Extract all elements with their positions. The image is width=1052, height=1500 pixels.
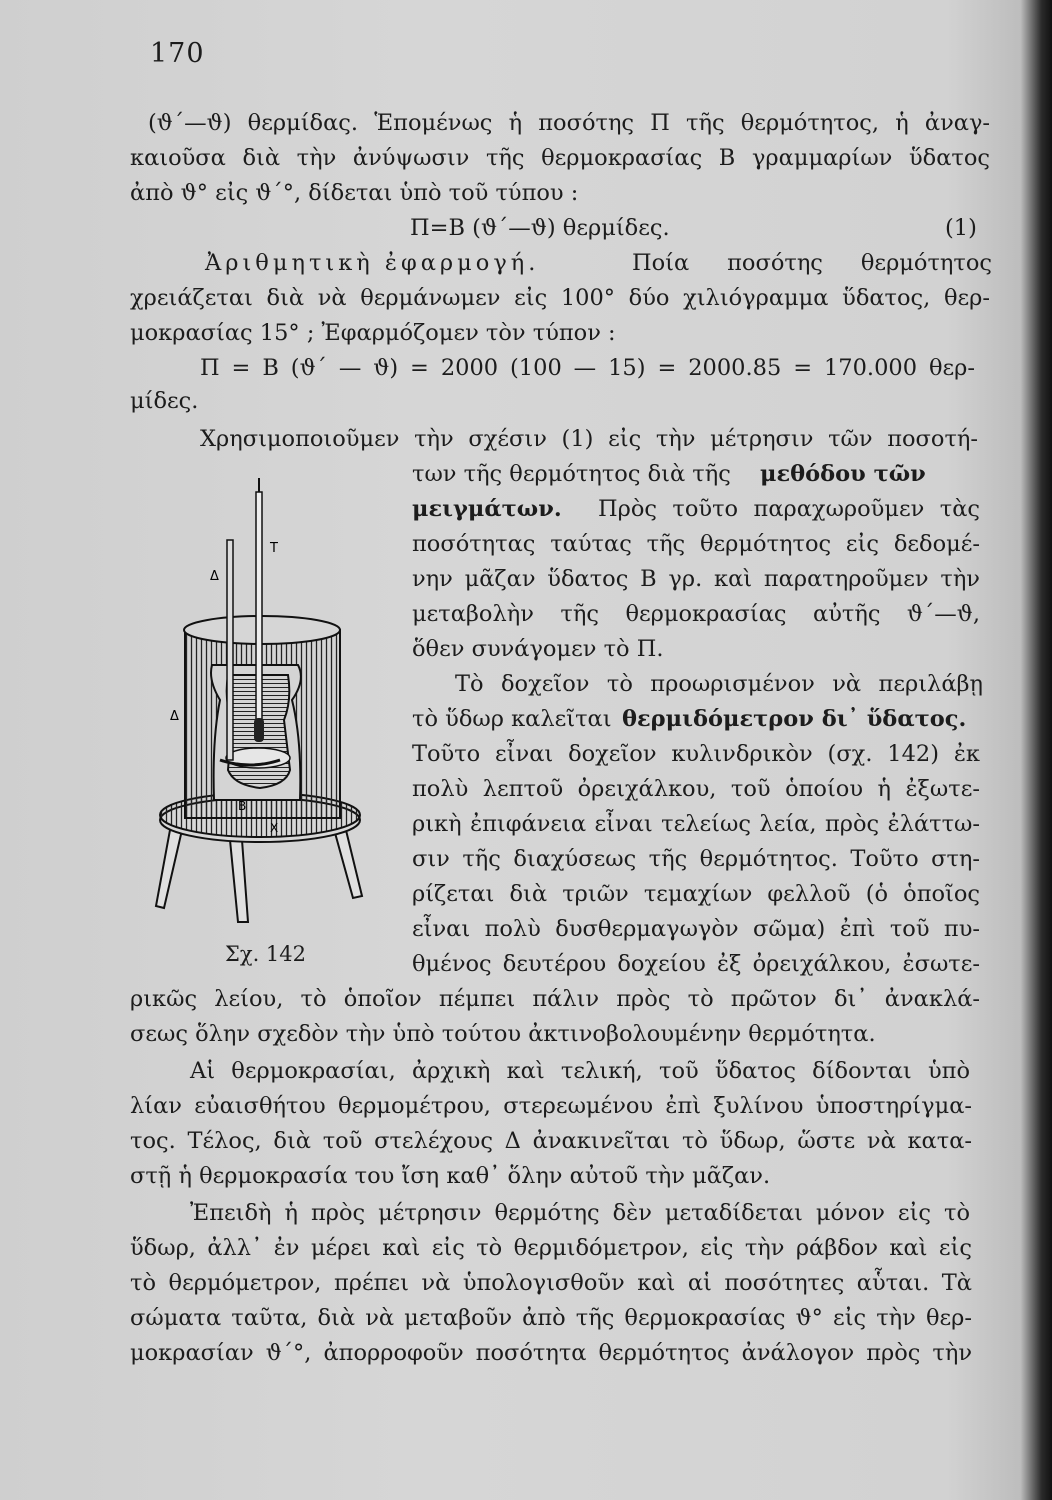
text-line: καιοῦσα διὰ τὴν ἀνύψωσιν τῆς θερμοκρασίας Β γραμμαρίων ὕδατος <box>130 145 990 171</box>
text-line: ὅθεν συνάγομεν τὸ Π. <box>412 636 664 662</box>
text-line: ρικῶς λείου, τὸ ὁποῖον πέμπει πάλιν πρὸς τὸ πρῶτον δι᾽ ἀνακλά- <box>130 986 980 1012</box>
formula: Π=Β (ϑ΄—ϑ) θερμίδες. <box>410 215 670 241</box>
bold-term: μειγμάτων. <box>412 496 562 522</box>
text-line: Ἐπειδὴ ἡ πρὸς μέτρησιν θερμότης δὲν μεταδίδεται μόνον εἰς τὸ <box>190 1200 970 1226</box>
text-line: τὸ ὕδωρ καλεῖται <box>412 706 612 732</box>
text-line: Πρὸς τοῦτο παραχωροῦμεν τὰς <box>598 496 980 522</box>
text-line: μοκρασίαν ϑ΄°, ἀπορροφοῦν ποσότητα θερμότητος ἀνάλογον πρὸς τὴν <box>130 1340 972 1366</box>
text-line: σιν τῆς διαχύσεως τῆς θερμότητος. Τοῦτο στη- <box>412 846 980 872</box>
text-line: ὕδωρ, ἀλλ᾽ ἐν μέρει καὶ εἰς τὸ θερμιδόμετρον, εἰς τὴν ράβδον καὶ εἰς <box>130 1235 972 1261</box>
text-line: μεταβολὴν τῆς θερμοκρασίας αὐτῆς ϑ΄—ϑ, <box>412 601 980 627</box>
text-line: τος. Τέλος, διὰ τοῦ στελέχους Δ ἀνακινεῖται τὸ ὕδωρ, ὥστε νὰ κατα- <box>130 1128 972 1154</box>
text-line: νην μᾶζαν ὕδατος Β γρ. καὶ παρατηροῦμεν τὴν <box>412 566 980 592</box>
text-line: (ϑ΄—ϑ) θερμίδας. Ἑπομένως ἡ ποσότης Π τῆς θερμότητος, ἡ ἀναγ- <box>148 110 990 136</box>
text-line: ρίζεται διὰ τριῶν τεμαχίων φελλοῦ (ὁ ὁποῖος <box>412 881 980 907</box>
text-line: Τοῦτο εἶναι δοχεῖον κυλινδρικὸν (σχ. 142) ἐκ <box>412 741 980 767</box>
section-label: Ἀριθμητικὴ ἐφαρμογή. <box>205 250 540 276</box>
page-number: 170 <box>150 38 205 69</box>
text-line: σεως ὅλην σχεδὸν τὴν ὑπὸ τούτου ἀκτινοβολουμένην θερμότητα. <box>130 1021 876 1047</box>
text-line: Αἱ θερμοκρασίαι, ἀρχικὴ καὶ τελική, τοῦ ὕδατος δίδονται ὑπὸ <box>190 1058 970 1084</box>
text-line: τὸ θερμόμετρον, πρέπει νὰ ὑπολογισθοῦν καὶ αἱ ποσότητες αὗται. Τὰ <box>130 1270 972 1296</box>
bold-term: μεθόδου τῶν <box>760 461 926 487</box>
text-line: μίδες. <box>130 388 199 414</box>
equation-number: (1) <box>945 215 977 241</box>
label-b: Β <box>238 799 247 813</box>
thermometer <box>254 478 264 742</box>
text-line: πολὺ λεπτοῦ ὀρειχάλκου, τοῦ ὁποίου ἡ ἐξωτε- <box>412 776 980 802</box>
text-line: των τῆς θερμότητος διὰ τῆς <box>412 461 731 487</box>
bold-term: θερμιδόμετρον δι᾽ ὕδατος. <box>622 706 967 732</box>
text-line: σώματα ταῦτα, διὰ νὰ μεταβοῦν ἀπὸ τῆς θερμοκρασίας ϑ° εἰς τὴν θερ- <box>130 1305 972 1331</box>
formula: Π = Β (ϑ΄ — ϑ) = 2000 (100 — 15) = 2000.85 = 170.000 θερ- <box>200 355 975 381</box>
text-line: Χρησιμοποιοῦμεν τὴν σχέσιν (1) εἰς τὴν μέτρησιν τῶν ποσοτή- <box>200 426 978 452</box>
calorimeter-figure <box>150 470 400 940</box>
text-line: χρειάζεται διὰ νὰ θερμάνωμεν εἰς 100° δύο χιλιόγραμμα ὕδατος, θερ- <box>130 285 990 311</box>
label-d-upper: Δ <box>210 569 219 584</box>
text-line: ποσότητας ταύτας τῆς θερμότητος εἰς δεδομέ- <box>412 531 980 557</box>
label-x: Χ <box>270 821 279 835</box>
calorimeter-illustration <box>150 470 400 940</box>
label-d-lower: Δ <box>170 709 179 724</box>
text-line: λίαν εὐαισθήτου θερμομέτρου, στερεωμένου ἐπὶ ξυλίνου ὑποστηρίγμα- <box>130 1093 972 1119</box>
text-line: Τὸ δοχεῖον τὸ προωρισμένον νὰ περιλάβῃ <box>455 671 983 697</box>
figure-caption: Σχ. 142 <box>225 942 307 966</box>
text-line: στῇ ἡ θερμοκρασία του ἴση καθ᾽ ὅλην αὐτοῦ τὴν μᾶζαν. <box>130 1163 771 1189</box>
text-line: εἶναι πολὺ δυσθερμαγωγὸν σῶμα) ἐπὶ τοῦ πυ- <box>412 916 980 942</box>
text-line: ρικὴ ἐπιφάνεια εἶναι τελείως λεία, πρὸς ἐλάττω- <box>412 811 980 837</box>
text-line: μοκρασίας 15° ; Ἐφαρμόζομεν τὸν τύπον : <box>130 320 616 346</box>
text-line: θμένος δευτέρου δοχείου ἐξ ὀρειχάλκου, ἐσωτε- <box>412 951 980 977</box>
text-line: Ποία ποσότης θερμότητος <box>632 250 992 276</box>
label-t: Τ <box>270 541 278 556</box>
text-line: ἀπὸ ϑ° εἰς ϑ΄°, δίδεται ὑπὸ τοῦ τύπου : <box>130 180 579 206</box>
